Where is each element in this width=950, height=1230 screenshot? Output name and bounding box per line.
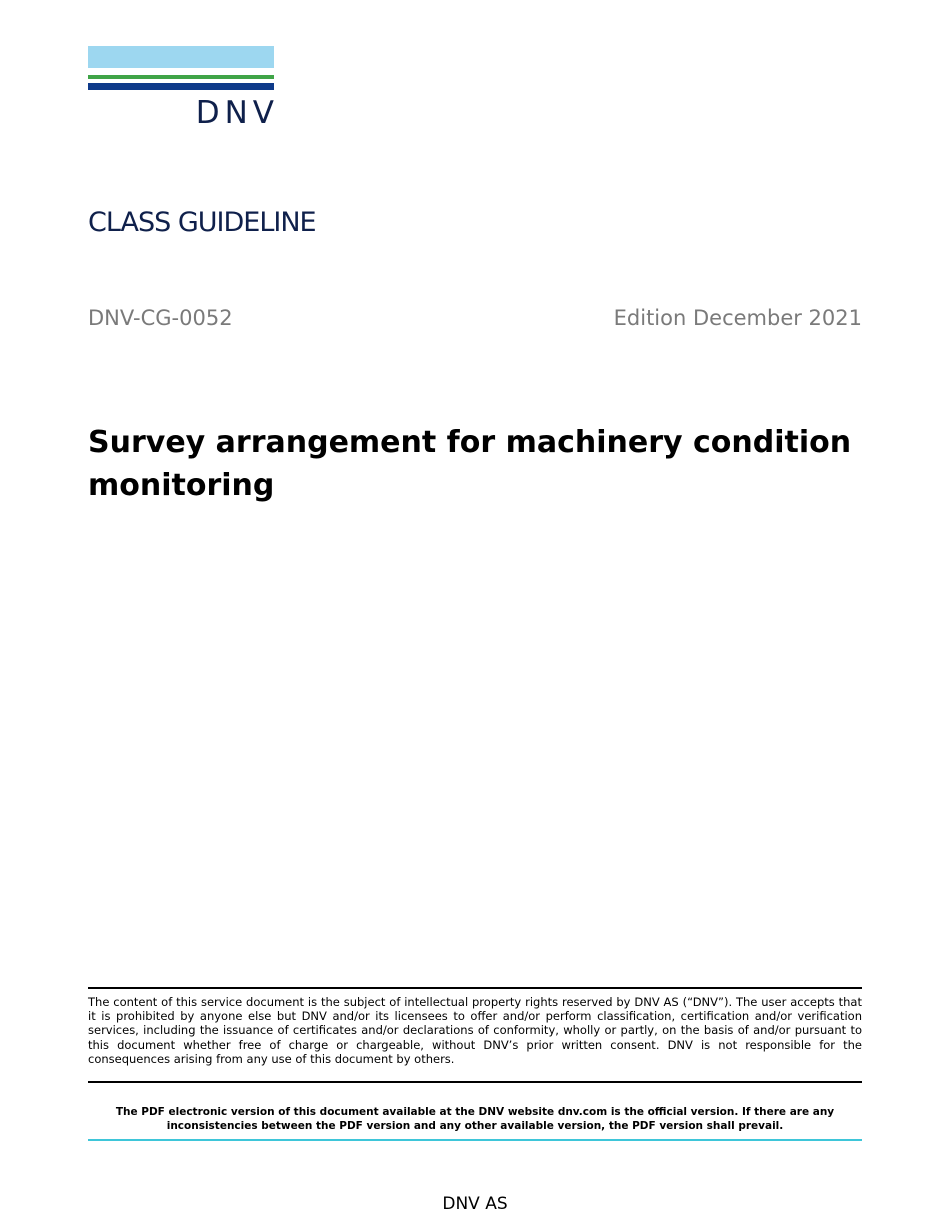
logo-band-green: [88, 75, 274, 79]
ip-disclaimer: The content of this service document is the subject of intellectual property rights reserved by DNV AS (“DNV”). The user accepts that it is prohibited by anyone else but DNV and/or its licensees to offer and/or perform classification, certification and/or verification services, including the issuance of certificates and/or declarations of conformity, wholly or partly, on the basis of and/or pursuant to this document whether free of charge or chargeable, without DNV’s prior written consent. DNV is not responsible for the consequences arising from any use of this document by others.: [88, 995, 862, 1066]
publisher-name: DNV AS: [442, 1194, 508, 1214]
document-title: Survey arrangement for machinery condition monitoring: [88, 425, 852, 503]
logo-band-navy: [88, 83, 274, 90]
footer-divider-middle: [88, 1081, 862, 1083]
logo-band-sky: [88, 46, 274, 68]
pdf-official-version-notice: The PDF electronic version of this document available at the DNV website dnv.com is the official version. If there are any inconsistencies between the PDF version and any other available version, the PDF version shall prevail.: [115, 1106, 835, 1132]
footer-divider-top: [88, 987, 862, 989]
footer-divider-cyan: [88, 1139, 862, 1141]
logo-wordmark: DNV: [195, 95, 279, 131]
document-type: CLASS GUIDELINE: [88, 207, 316, 238]
edition-date: Edition December 2021: [613, 306, 862, 330]
document-id: DNV-CG-0052: [88, 306, 233, 330]
dnv-logo: [88, 46, 279, 131]
